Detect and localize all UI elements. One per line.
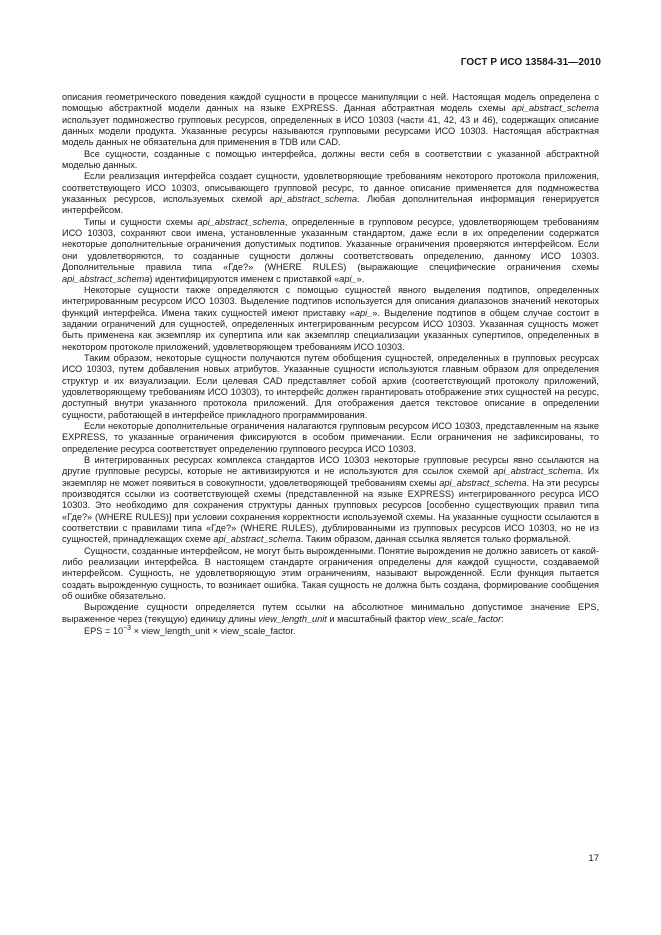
- italic-term: api_abstract_schema: [269, 194, 358, 205]
- text-run: EPS = 10: [84, 626, 124, 637]
- superscript: −3: [123, 625, 132, 633]
- italic-term: view_scale_factor: [428, 613, 502, 624]
- paragraph: [62, 149, 599, 172]
- text-run: Типы и сущности схемы: [84, 216, 198, 227]
- body-text: [62, 92, 599, 638]
- text-run: Некоторые сущности также определяются с помощью сущностей явного выделения подтипов, определенных интегрированным ресурсом ИСО 10303. Выделение подтипов используется для описания диапазонов значений некоторых функций интерфейса. Имена таких сущностей имеют приставку «: [62, 284, 599, 318]
- text-run: Если реализация интерфейса создает сущности, удовлетворяющие требованиям некоторого протокола приложения, соответствующего ИСО 10303, описывающего групповой ресурс, то данное описание применяется для подмножества указанных ресурсов, используемых схемой: [62, 171, 599, 205]
- text-run: × view_length_unit × view_scale_factor.: [131, 626, 296, 637]
- italic-term: api_abstract_schema: [493, 466, 581, 477]
- paragraph: [62, 546, 599, 603]
- text-run: Если некоторые дополнительные ограничения налагаются групповым ресурсом ИСО 10303, представленным на языке EXPRESS, то указанные ограничения фиксируются в особом примечании. Если ограничения не зафиксированы, то определение ресурса соответствует определению группового ресурса ИСО 10303.: [62, 420, 599, 454]
- text-run: ». Выделение подтипов в общем случае состоит в задании ограничений для сущностей, определенных интегрированным ресурсом ИСО 10303. Указанная сущность может быть применена как экземпляр их супертипа или как экземпляр специализации указанных супертипов, определенных в некотором протоколе приложений, удовлетворяющем требованиям ИСО 10303.: [62, 307, 599, 352]
- text-run: использует подмножество групповых ресурсов, определенных в ИСО 10303 (части 41, 42, 43 и 46), содержащих описание данных модели продукта. Указанные ресурсы называются групповыми ресурсами ИСО 10303. Настоящая абстрактная модель данных не обязательна для применения в TDB или CAD.: [62, 114, 599, 148]
- italic-term: api_abstract_schema: [213, 534, 301, 545]
- paragraph: [62, 92, 599, 149]
- text-run: Сущности, созданные интерфейсом, не могут быть вырожденными. Понятие вырождения не должно зависеть от какой-либо реализации интерфейса. В настоящем стандарте ограничения определены для каждой сущности, создаваемой интерфейсом. Сущность, не удовлетворяющую этим ограничениям, называют вырожденной. Если функция пытается создать вырожденную сущность, то возникает ошибка. Такая сущность не должна быть создана, формирование сообщения об ошибке обязательно.: [62, 545, 599, 602]
- italic-term: api_: [339, 273, 357, 284]
- formula-line: [62, 626, 599, 637]
- text-run: Таким образом, некоторые сущности получаются путем обобщения сущностей, определенных в групповых ресурсах ИСО 10303, путем добавления новых атрибутов. Указанные сущности используются главным образом для определения структур и их визуализации. Если целевая CAD представляет собой архив (соответствующий протоколу приложений, удовлетворяющему требованиям ИСО 10303), то интерфейс должен гарантировать отображение этих сущностей на ресурс, доступный внутри указанного протокола приложений. Для отображения дается текстовое описание в определении сущности, работающей в интерфейсе прикладного программирования.: [62, 352, 599, 420]
- text-run: . Таким образом, данная ссылка является только формальной.: [300, 534, 571, 545]
- text-run: В интегрированных ресурсах комплекса стандартов ИСО 10303 некоторые групповые ресурсы явно ссылаются на другие групповые ресурсы, которые не активизируются и не используются для ссылок схемой: [62, 455, 599, 477]
- paragraph: [62, 171, 599, 216]
- paragraph: [62, 353, 599, 421]
- italic-term: api_abstract_schema: [439, 477, 527, 488]
- text-run: ».: [356, 273, 365, 284]
- italic-term: api_abstract_schema: [197, 216, 285, 227]
- text-run: . На эти ресурсы производятся ссылки из соответствующей схемы (представленной на языке EXPRESS) интегрированного ресурса ИСО 10303. Это необходимо для сохранения структуры данных групповых ресурсов [особенно существующих правил типа «Где?» (WHERE RULES)] при условии сохранения корректности используемой схемы. На указанные сущности ссылаются в соответствии с правилами типа «Где?» (WHERE RULES), дублированными из групповых ресурсов ИСО 10303, но не из сущностей, принадлежащих схеме: [62, 477, 599, 545]
- text-run: , определенные в групповом ресурсе, удовлетворяющем требованиям ИСО 10303, сохраняют свои имена, установленные указанным стандартом, даже если в их определении содержатся некоторые дополнительные ограничения допустимых подтипов. Указанные ограничения проверяются интерфейсом. Если они удовлетворяются, то созданные сущности должны соответствовать определению, данному ИСО 10303. Дополнительные правила типа «Где?» (WHERE RULES) (выражающие специфические ограничения схемы: [62, 216, 599, 273]
- paragraph: [62, 602, 599, 625]
- italic-term: api_abstract_schema: [511, 103, 599, 114]
- text-run: описания геометрического поведения каждой сущности в процессе манипуляции с ней. Настоящая модель определена с помощью абстрактной модели данных на языке EXPRESS. Данная абстрактная модель схемы: [62, 92, 599, 114]
- text-run: и масштабный фактор: [326, 613, 428, 624]
- italic-term: api_abstract_schema: [62, 273, 150, 284]
- text-run: . Любая дополнительная информация генерируется интерфейсом.: [62, 194, 599, 216]
- text-run: Все сущности, созданные с помощью интерфейса, должны вести себя в соответствии с указанной абстрактной моделью данных.: [62, 148, 599, 171]
- italic-term: view_length_unit: [258, 613, 327, 624]
- page-number: 17: [588, 853, 599, 864]
- text-run: :: [501, 613, 504, 624]
- paragraph: [62, 455, 599, 546]
- italic-term: api_: [354, 307, 373, 318]
- text-run: Вырождение сущности определяется путем ссылки на абсолютное минимально допустимое значение EPS, выраженное через (текущую) единицу длины: [62, 602, 599, 624]
- paragraph: [62, 285, 599, 353]
- paragraph: [62, 217, 599, 285]
- text-run: . Их экземпляр не может появиться в совокупности, удовлетворяющей требованиям схемы: [62, 466, 599, 488]
- text-run: ) идентифицируются именем с приставкой «: [149, 273, 340, 284]
- paragraph: [62, 421, 599, 455]
- document-header: ГОСТ Р ИСО 13584-31—2010: [460, 57, 601, 68]
